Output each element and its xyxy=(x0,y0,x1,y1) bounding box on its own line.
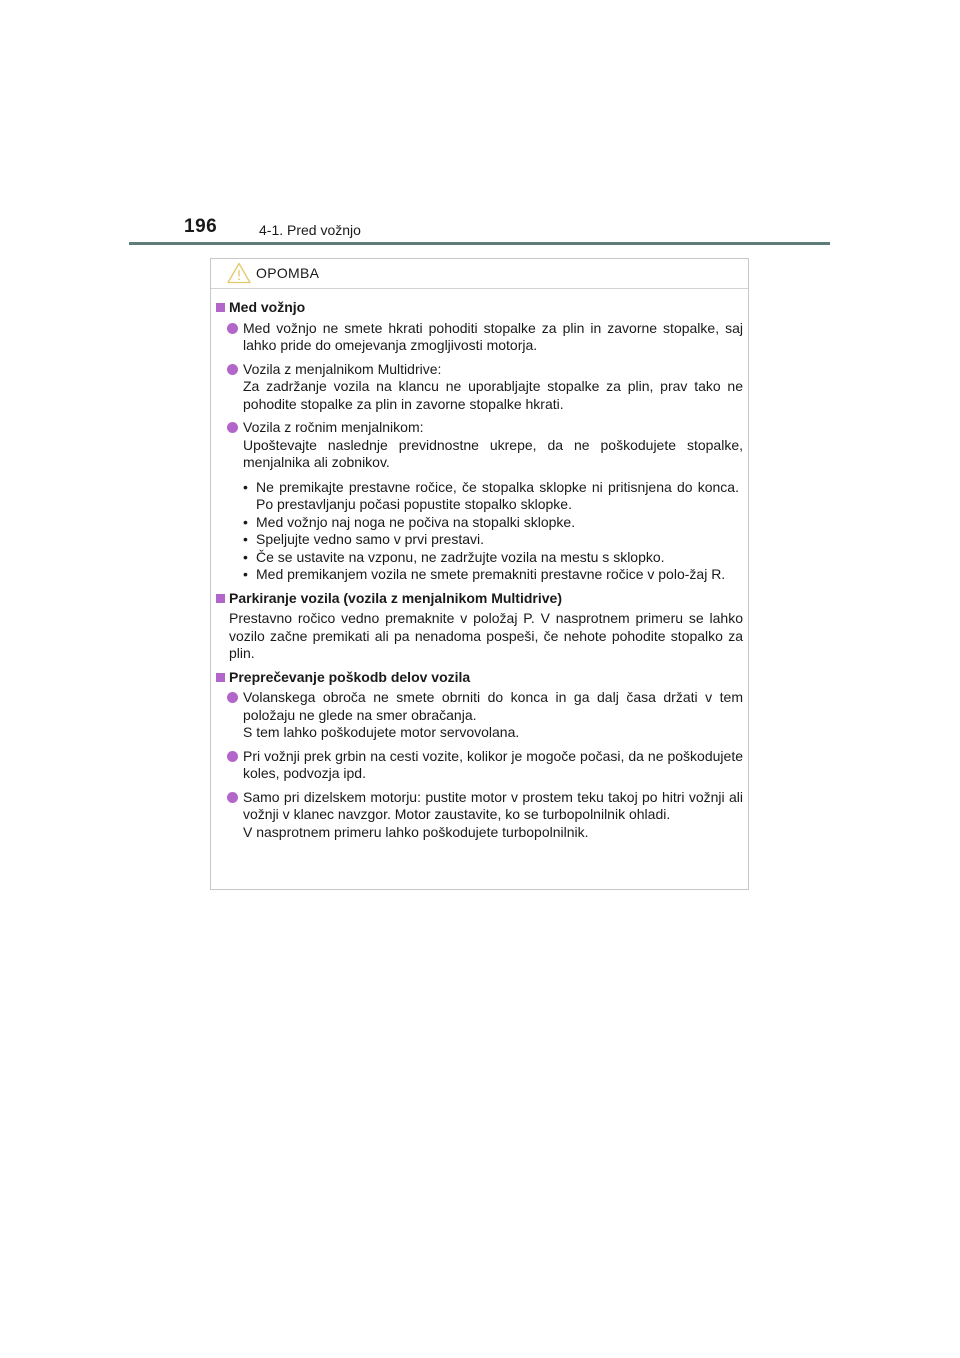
sub-list-item xyxy=(216,479,743,514)
sub-item-text: Med vožnjo naj noga ne počiva na stopalki sklopke. xyxy=(256,513,576,530)
sub-list-item xyxy=(216,566,743,584)
section-heading-text: Preprečevanje poškodb delov vozila xyxy=(229,668,471,685)
item-text: Vozila z ročnim menjalnikom: xyxy=(243,419,424,435)
round-bullet-icon xyxy=(227,792,238,803)
notice-item xyxy=(216,320,743,355)
section-heading-text: Med vožnjo xyxy=(229,299,306,315)
sub-list-item xyxy=(216,531,743,549)
section-heading xyxy=(216,590,743,608)
section-title: 4-1. Pred vožnjo xyxy=(259,222,361,238)
item-text: Vozila z menjalnikom Multidrive: xyxy=(243,360,442,377)
section-paragraph: Prestavno ročico vedno premaknite v položaj P. V nasprotnem primeru se lahko vozilo začne premikati ali pa nenadoma pospeši, če nehote pohodite stopalko za plin. xyxy=(229,610,743,661)
header-rule xyxy=(129,242,830,245)
item-text: Samo pri dizelskem motorju: pustite motor v prostem teku takoj po hitri vožnji ali vožnji v klanec navzgor. Motor zaustavite, ko se turbopolnilnik ohladi. xyxy=(243,788,743,822)
section-heading xyxy=(216,669,743,687)
dot-bullet: • xyxy=(243,513,248,530)
item-text: Volanskega obroča ne smete obrniti do konca in ga dalj časa držati v tem položaju ne glede na smer obračanja. xyxy=(243,689,743,723)
round-bullet-icon xyxy=(227,422,238,433)
sub-item-text: Speljujte vedno samo v prvi prestavi. xyxy=(256,531,484,547)
sub-item-text: Če se ustavite na vzponu, ne zadržujte vozila na mestu s sklopko. xyxy=(256,548,665,565)
sub-list-item xyxy=(216,514,743,532)
notice-section-damage-prevention xyxy=(216,669,743,842)
page-number: 196 xyxy=(184,216,218,237)
notice-label: OPOMBA xyxy=(256,265,320,281)
item-text: S tem lahko poškodujete motor servovolana. xyxy=(243,724,520,740)
sub-list-item xyxy=(216,549,743,567)
dot-bullet: • xyxy=(243,548,248,565)
square-bullet-icon xyxy=(216,303,225,312)
item-text: Upoštevajte naslednje previdnostne ukrepe, da ne poškodujete stopalke, menjalnika ali zobnikov. xyxy=(243,436,743,470)
notice-header xyxy=(211,259,748,289)
item-text: Med vožnjo ne smete hkrati pohoditi stopalke za plin in zavorne stopalke, saj lahko pride do omejevanja zmogljivosti motorja. xyxy=(243,319,743,353)
round-bullet-icon xyxy=(227,751,238,762)
section-heading-text: Parkiranje vozila (vozila z menjalnikom Multidrive) xyxy=(229,589,562,606)
dot-bullet: • xyxy=(243,478,248,495)
notice-section-parking xyxy=(216,590,743,663)
notice-section-driving xyxy=(216,299,743,584)
dot-bullet: • xyxy=(243,531,248,547)
notice-item xyxy=(216,748,743,783)
notice-body xyxy=(216,299,743,847)
square-bullet-icon xyxy=(216,673,225,682)
sub-item-text: Med premikanjem vozila ne smete premakniti prestavne ročice v polo-žaj R. xyxy=(256,566,726,582)
section-heading xyxy=(216,299,743,317)
dot-bullet: • xyxy=(243,566,248,582)
notice-item xyxy=(216,361,743,414)
item-text: V nasprotnem primeru lahko poškodujete turbopolnilnik. xyxy=(243,823,589,840)
square-bullet-icon xyxy=(216,594,225,603)
warning-triangle-icon xyxy=(227,262,251,284)
sub-item-text: Ne premikajte prestavne ročice, če stopalka sklopke ni pritisnjena do konca. Po prestavljanju počasi popustite stopalko sklopke. xyxy=(256,478,739,512)
round-bullet-icon xyxy=(227,364,238,375)
round-bullet-icon xyxy=(227,323,238,334)
notice-item xyxy=(216,789,743,842)
item-text: Za zadržanje vozila na klancu ne uporabljajte stopalke za plin, prav tako ne pohodite stopalke za plin in zavorne stopalke hkrati. xyxy=(243,378,743,412)
round-bullet-icon xyxy=(227,692,238,703)
item-text: Pri vožnji prek grbin na cesti vozite, kolikor je mogoče počasi, da ne poškodujete koles, podvozja ipd. xyxy=(243,747,743,781)
notice-item xyxy=(216,419,743,472)
notice-box xyxy=(210,258,749,890)
sub-list xyxy=(216,479,743,584)
notice-item xyxy=(216,689,743,742)
